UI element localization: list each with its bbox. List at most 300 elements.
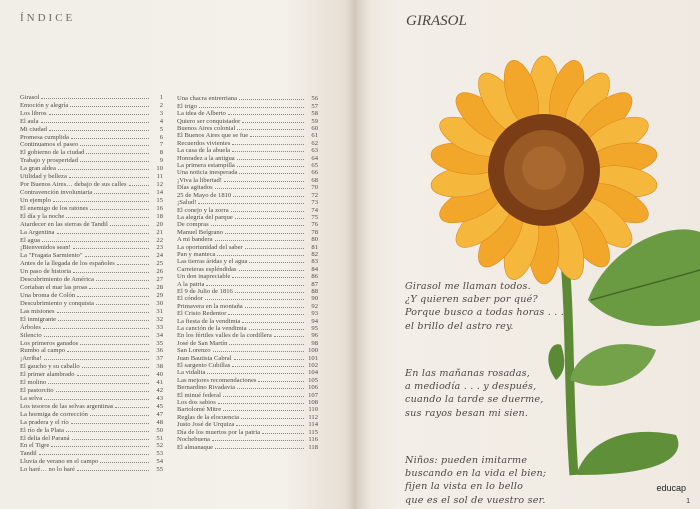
entry-page: 35: [156, 339, 163, 347]
entry-page: 72: [311, 191, 318, 199]
dot-leader: [239, 173, 304, 174]
entry-page: 5: [159, 125, 163, 133]
dot-leader: [237, 388, 304, 389]
dot-leader: [96, 304, 149, 305]
entry-title: En los fértiles valles de la cordillera: [177, 332, 272, 340]
entry-page: 42: [156, 387, 163, 395]
dot-leader: [39, 454, 149, 455]
entry-page: 105: [308, 376, 318, 384]
dot-leader: [90, 415, 149, 416]
entry-page: 18: [156, 212, 163, 220]
dot-leader: [53, 201, 149, 202]
entry-page: 26: [156, 268, 163, 276]
entry-page: 22: [156, 236, 163, 244]
dot-leader: [198, 203, 304, 204]
entry-page: 38: [156, 363, 163, 371]
entry-page: 53: [156, 450, 163, 458]
index-entry: [20, 93, 163, 101]
entry-page: 90: [311, 295, 318, 303]
entry-page: 102: [308, 362, 318, 370]
entry-page: 106: [308, 384, 318, 392]
index-entry: [177, 236, 318, 243]
entry-title: El sargento Cubillas: [177, 362, 231, 370]
index-entry: [20, 148, 163, 156]
index-entry: [20, 156, 163, 164]
entry-title: La primera estampilla: [177, 162, 235, 170]
index-entry: [177, 162, 318, 169]
entry-page: 20: [156, 220, 163, 228]
poem-line: a mediodía . . . y después,: [405, 381, 537, 393]
dot-leader: [235, 218, 304, 219]
entry-page: 40: [156, 371, 163, 379]
entry-page: 84: [311, 265, 318, 273]
entry-title: Reglas de la elocuencia: [177, 413, 240, 421]
entry-title: Atardecer en las sierras de Tandil: [20, 220, 108, 228]
entry-page: 95: [311, 325, 318, 332]
dot-leader: [237, 159, 304, 160]
entry-page: 9: [159, 157, 163, 165]
entry-title: ¡Bienvenidos sean!: [20, 244, 71, 252]
entry-page: 88: [311, 287, 318, 295]
dot-leader: [206, 285, 304, 286]
index-entry: [20, 315, 163, 323]
index-entry: [20, 244, 163, 252]
entry-page: 6: [159, 133, 163, 141]
index-entry: [177, 139, 318, 146]
index-entry: [177, 376, 318, 383]
entry-page: 31: [156, 307, 163, 315]
dot-leader: [129, 185, 149, 186]
entry-title: La pradera y el río: [20, 418, 69, 426]
index-entry: [177, 436, 318, 443]
entry-page: 21: [156, 228, 163, 236]
index-entry: [20, 133, 163, 141]
dot-leader: [274, 336, 304, 337]
entry-page: 58: [311, 110, 318, 118]
index-entry: [177, 317, 318, 324]
entry-title: La Argentina: [20, 228, 55, 236]
entry-title: La selva: [20, 394, 43, 402]
entry-title: ¡Arriba!: [20, 355, 42, 363]
entry-title: La "Fragata Sarmiento": [20, 252, 83, 260]
entry-page: 4: [159, 117, 163, 125]
index-entry: [20, 426, 163, 434]
dot-leader: [235, 292, 304, 293]
dot-leader: [57, 233, 150, 234]
index-entry: [177, 325, 318, 332]
entry-title: El Buenos Aires que se fue: [177, 132, 249, 140]
entry-title: Silencio: [20, 331, 42, 339]
entry-page: 34: [156, 331, 163, 339]
index-entry: [20, 307, 163, 315]
dot-leader: [242, 322, 304, 323]
entry-page: 10: [156, 165, 163, 173]
entry-title: La oportunidad del saber: [177, 243, 243, 251]
index-entry: [20, 204, 163, 212]
index-entry: [20, 418, 163, 426]
index-entry: [177, 280, 318, 287]
index-entry: [20, 267, 163, 275]
entry-title: La canción de la vendimia: [177, 325, 247, 332]
entry-title: Girasol: [20, 93, 40, 101]
entry-page: 36: [156, 347, 163, 355]
entry-title: Carreteras espléndidas: [177, 265, 237, 273]
dot-leader: [49, 130, 149, 131]
dot-leader: [85, 256, 149, 257]
entry-title: San Lorenzo: [177, 347, 211, 355]
index-entry: [177, 295, 318, 302]
entry-page: 75: [311, 213, 318, 221]
entry-page: 78: [311, 228, 318, 236]
entry-page: 47: [156, 410, 163, 418]
dot-leader: [89, 288, 149, 289]
dot-leader: [229, 344, 304, 345]
entry-title: Un ejemplo: [20, 196, 51, 204]
brand-watermark: educap: [656, 483, 686, 493]
dot-leader: [86, 153, 149, 154]
entry-title: El trigo: [177, 102, 197, 110]
dot-leader: [207, 373, 304, 374]
index-entry: [20, 141, 163, 149]
entry-title: El pastorcito: [20, 387, 54, 395]
dot-leader: [66, 431, 149, 432]
entry-page: 51: [156, 434, 163, 442]
entry-title: Primavera en la montaña: [177, 302, 243, 310]
poem-line: buscando en la vida el bien;: [405, 468, 547, 480]
entry-page: 87: [311, 280, 318, 288]
entry-title: El enemigo de los ratones: [20, 204, 89, 212]
entry-title: Por Buenos Aires… debajo de sus calles: [20, 181, 127, 189]
index-entry: [20, 442, 163, 450]
dot-leader: [242, 122, 304, 123]
entry-title: Emoción y alegría: [20, 101, 69, 109]
index-entry: [177, 95, 318, 102]
entry-page: 83: [311, 258, 318, 266]
dot-leader: [237, 129, 304, 130]
entry-title: Una broma de Colón: [20, 291, 76, 299]
dot-leader: [215, 240, 304, 241]
entry-page: 112: [308, 413, 318, 421]
dot-leader: [66, 217, 149, 218]
entry-title: La hormiga de corrección: [20, 410, 88, 418]
entry-title: La alegría del parque: [177, 213, 233, 221]
entry-title: De compras: [177, 221, 209, 229]
entry-title: Descubrimiento y conquista: [20, 299, 94, 307]
index-entry: [20, 117, 163, 125]
dot-leader: [80, 344, 149, 345]
entry-title: Tandil: [20, 450, 37, 458]
entry-title: Día de los muertos por la patria: [177, 428, 261, 436]
index-entry: [177, 169, 318, 176]
entry-title: Lluvia de verano en el campo: [20, 458, 99, 466]
entry-page: 108: [308, 399, 318, 407]
entry-title: A la patria: [177, 280, 205, 288]
entry-page: 82: [311, 250, 318, 258]
dot-leader: [80, 161, 149, 162]
entry-page: 61: [311, 132, 318, 140]
entry-page: 16: [156, 204, 163, 212]
index-entry: [20, 331, 163, 339]
dot-leader: [239, 99, 304, 100]
poem-line: que es el sol de vuestro ser.: [405, 494, 546, 506]
entry-title: Las mejores recomendaciones: [177, 376, 257, 384]
index-entry: [177, 221, 318, 228]
index-entry: [20, 291, 163, 299]
dot-leader: [100, 462, 149, 463]
index-entry: [20, 402, 163, 410]
entry-title: Un paso de historia: [20, 268, 72, 276]
flower-center-core: [522, 146, 566, 190]
entry-page: 116: [308, 436, 318, 444]
entry-title: La vidalita: [177, 369, 206, 377]
dot-leader: [58, 320, 149, 321]
index-entry: [20, 457, 163, 465]
entry-title: El conejo y la zorra: [177, 206, 229, 214]
index-entry: [20, 164, 163, 172]
entry-page: 114: [308, 421, 318, 429]
page-number: 1: [686, 498, 690, 505]
entry-title: Mi ciudad: [20, 125, 47, 133]
entry-title: El primer alambrado: [20, 371, 75, 379]
entry-page: 86: [311, 273, 318, 281]
index-entry: [177, 421, 318, 428]
entry-title: Trabajo y prosperidad: [20, 157, 78, 165]
poem-title: GIRASOL: [406, 13, 467, 29]
index-entry: [177, 228, 318, 235]
entry-title: Árboles: [20, 323, 41, 331]
index-entry: [20, 362, 163, 370]
entry-page: 54: [156, 458, 163, 466]
entry-title: Los tesoros de las selvas argentinas: [20, 402, 114, 410]
entry-page: 64: [311, 154, 318, 162]
index-column-left: [20, 93, 163, 473]
entry-page: 92: [311, 302, 318, 310]
index-entry: [20, 275, 163, 283]
entry-page: 56: [311, 95, 318, 103]
entry-title: Los dos sabios: [177, 399, 216, 407]
entry-title: Honradez a la antigua: [177, 154, 235, 162]
sunflower-illustration: [356, 0, 700, 509]
entry-page: 41: [156, 379, 163, 387]
entry-title: Bartolomé Mitre: [177, 406, 222, 414]
dot-leader: [41, 98, 149, 99]
dot-leader: [110, 225, 149, 226]
entry-title: Continuamos el paseo: [20, 141, 79, 149]
dot-leader: [57, 312, 149, 313]
index-entry: [20, 283, 163, 291]
dot-leader: [67, 351, 149, 352]
dot-leader: [250, 136, 304, 137]
dot-leader: [211, 225, 304, 226]
entry-page: 28: [156, 284, 163, 292]
entry-page: 66: [311, 169, 318, 177]
entry-page: 101: [308, 354, 318, 362]
index-entry: [20, 259, 163, 267]
dot-leader: [43, 328, 149, 329]
entry-title: Lo haré… no lo haré: [20, 466, 75, 474]
dot-leader: [80, 145, 149, 146]
entry-title: Una chacra entrerriana: [177, 95, 238, 103]
entry-title: Las tierras áridas y el agua: [177, 258, 248, 266]
index-entry: [177, 176, 318, 183]
entry-title: Las misiones: [20, 307, 55, 315]
entry-title: Pan y manteca: [177, 250, 216, 258]
dot-leader: [232, 151, 304, 152]
index-entry: [177, 347, 318, 354]
entry-page: 2: [159, 101, 163, 109]
index-entry: [177, 354, 318, 361]
entry-page: 57: [311, 102, 318, 110]
index-entry: [177, 132, 318, 139]
entry-page: 60: [311, 125, 318, 133]
entry-page: 52: [156, 442, 163, 450]
index-entry: [20, 196, 163, 204]
index-entry: [20, 180, 163, 188]
dot-leader: [41, 122, 150, 123]
stem: [564, 250, 574, 475]
entry-title: Bernardino Rivadavia: [177, 384, 236, 392]
index-entry: [20, 386, 163, 394]
entry-page: 15: [156, 196, 163, 204]
index-entry: [177, 147, 318, 154]
dot-leader: [48, 383, 149, 384]
index-entry: [177, 102, 318, 109]
entry-page: 107: [308, 391, 318, 399]
index-entry: [177, 243, 318, 250]
dot-leader: [73, 272, 149, 273]
index-entry: [177, 332, 318, 339]
entry-page: 50: [156, 426, 163, 434]
entry-page: 100: [308, 347, 318, 355]
dot-leader: [73, 248, 149, 249]
dot-leader: [258, 381, 304, 382]
index-entry: [177, 273, 318, 280]
index-entry: [177, 369, 318, 376]
entry-page: 12: [156, 181, 163, 189]
index-entry: [20, 101, 163, 109]
entry-page: 65: [311, 162, 318, 170]
entry-title: El cóndor: [177, 295, 203, 303]
entry-page: 1: [159, 93, 163, 101]
entry-title: Buenos Aires colonial: [177, 125, 236, 133]
dot-leader: [249, 329, 304, 330]
entry-page: 7: [159, 141, 163, 149]
dot-leader: [51, 446, 149, 447]
dot-leader: [228, 114, 304, 115]
index-entry: [20, 370, 163, 378]
entry-title: Una noticia inesperada: [177, 169, 238, 177]
dot-leader: [237, 166, 304, 167]
entry-page: 110: [308, 406, 318, 414]
dot-leader: [225, 233, 304, 234]
index-entry: [177, 154, 318, 161]
dot-leader: [49, 114, 149, 115]
dot-leader: [42, 241, 149, 242]
entry-title: Cortaban el mar las proas: [20, 284, 88, 292]
entry-page: 59: [311, 117, 318, 125]
dot-leader: [239, 270, 304, 271]
index-entry: [20, 410, 163, 418]
index-entry: [177, 191, 318, 198]
entry-page: 55: [156, 466, 163, 474]
entry-title: Un don inapreciable: [177, 273, 231, 281]
dot-leader: [70, 106, 149, 107]
dot-leader: [69, 177, 149, 178]
entry-page: 45: [156, 402, 163, 410]
poem-line: Girasol me llaman todos.: [405, 281, 531, 292]
index-entry: [177, 384, 318, 391]
dot-leader: [44, 359, 149, 360]
dot-leader: [82, 367, 149, 368]
dot-leader: [217, 255, 304, 256]
entry-page: 104: [308, 369, 318, 377]
index-entry: [177, 125, 318, 132]
dot-leader: [223, 410, 304, 411]
index-entry: [20, 125, 163, 133]
index-entry: [177, 428, 318, 435]
dot-leader: [96, 280, 149, 281]
dot-leader: [71, 138, 149, 139]
index-entry: [177, 302, 318, 309]
entry-title: En el Tigre: [20, 442, 50, 450]
entry-title: El inmigrante: [20, 315, 57, 323]
entry-title: 25 de Mayo de 1810: [177, 191, 232, 199]
entry-title: Rumbo al campo: [20, 347, 66, 355]
entry-title: Justo José de Urquiza: [177, 421, 235, 429]
entry-page: 63: [311, 147, 318, 155]
dot-leader: [56, 391, 149, 392]
entry-title: Días agitados: [177, 184, 213, 192]
entry-title: El río de la Plata: [20, 426, 64, 434]
index-entry: [177, 117, 318, 124]
dot-leader: [199, 107, 304, 108]
poem-line: cuando la tarde se duerme,: [405, 394, 544, 406]
entry-page: 8: [159, 149, 163, 157]
poem-line: fijen la vista en lo bello: [405, 481, 524, 493]
entry-page: 73: [311, 199, 318, 207]
index-entry: [177, 413, 318, 420]
dot-leader: [236, 425, 304, 426]
index-entry: [177, 443, 318, 450]
entry-page: 76: [311, 221, 318, 229]
dot-leader: [215, 448, 304, 449]
entry-title: La fiesta de la vendimia: [177, 317, 241, 325]
index-entry: [20, 378, 163, 386]
entry-page: 24: [156, 252, 163, 260]
index-entry: [20, 299, 163, 307]
entry-title: Contravención involuntaria: [20, 188, 93, 196]
index-entry: [20, 339, 163, 347]
poem-line: ¿Y quieren saber por qué?: [405, 294, 538, 306]
entry-title: ¡Viva la libertad!: [177, 176, 223, 184]
entry-page: 70: [311, 184, 318, 192]
index-entry: [177, 391, 318, 398]
poem-line: En las mañanas rosadas,: [405, 368, 531, 379]
index-entry: [177, 258, 318, 265]
entry-page: 27: [156, 276, 163, 284]
index-entry: [20, 465, 163, 473]
index-entry: [177, 362, 318, 369]
entry-title: El gobierno de la ciudad: [20, 149, 85, 157]
entry-page: 29: [156, 291, 163, 299]
index-entry: [177, 206, 318, 213]
entry-title: El almanaque: [177, 443, 214, 451]
poem-line: Porque busco a todas horas . . .: [405, 307, 565, 319]
entry-page: 80: [311, 236, 318, 244]
index-entry: [20, 212, 163, 220]
entry-title: Descubrimiento de América: [20, 276, 94, 284]
entry-page: 74: [311, 206, 318, 214]
